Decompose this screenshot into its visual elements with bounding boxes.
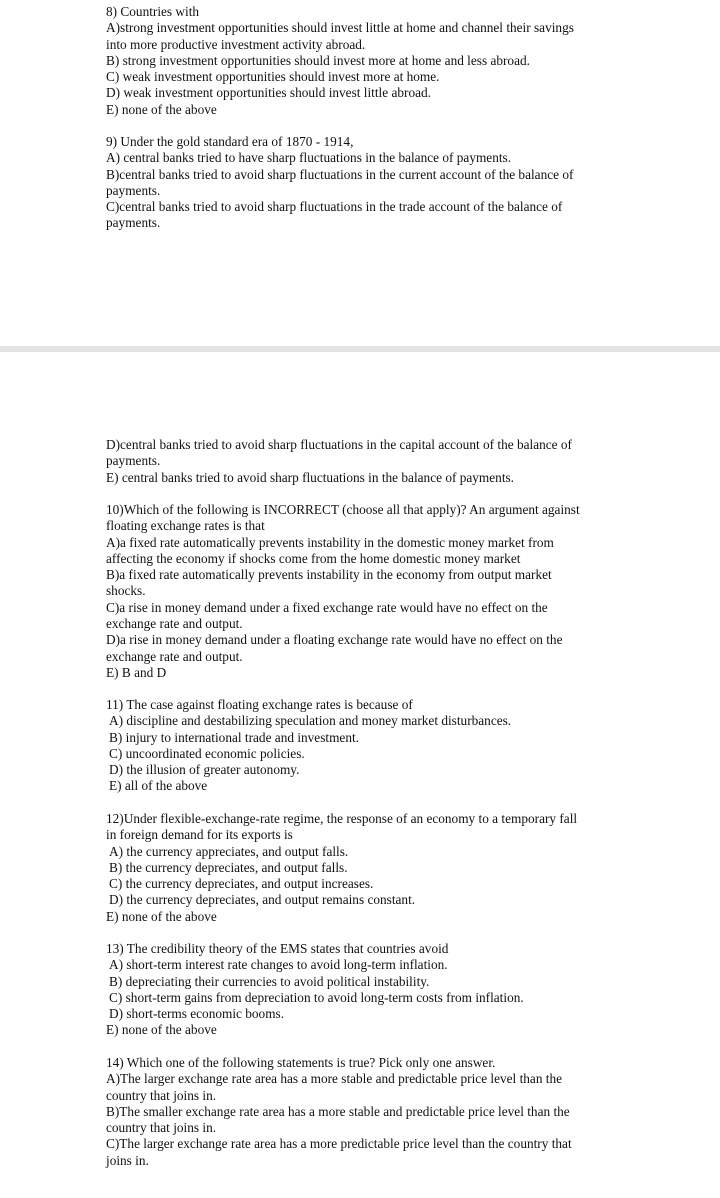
answer-option: E) none of the above <box>106 1022 217 1038</box>
question-stem: 9) Under the gold standard era of 1870 - 1914, <box>106 134 354 149</box>
answer-option: C)The larger exchange rate area has a more predictable price level than the country that <box>106 1136 572 1152</box>
question-stem: 10)Which of the following is INCORRECT (choose all that apply)? An argument against <box>106 502 580 517</box>
question-10 <box>106 502 616 681</box>
answer-option: D) short-terms economic booms. <box>109 1006 285 1022</box>
answer-option: A)a fixed rate automatically prevents instability in the domestic money market from <box>106 534 554 550</box>
answer-option-cont: payments. <box>106 215 161 231</box>
question-stem-cont: in foreign demand for its exports is <box>106 827 293 843</box>
answer-option: E) none of the above <box>106 101 217 117</box>
question-stem-cont: floating exchange rates is that <box>106 518 265 534</box>
answer-option-cont: country that joins in. <box>106 1087 217 1103</box>
answer-option-cont: payments. <box>106 453 161 469</box>
answer-option: B)The smaller exchange rate area has a more stable and predictable price level than the <box>106 1103 570 1119</box>
answer-option: C) weak investment opportunities should invest more at home. <box>106 69 440 85</box>
document-page-1 <box>0 0 720 346</box>
answer-option: C) the currency depreciates, and output increases. <box>109 876 374 892</box>
question-8 <box>106 4 616 118</box>
answer-option: C)central banks tried to avoid sharp fluctuations in the trade account of the balance of <box>106 199 563 215</box>
question-stem: 12)Under flexible-exchange-rate regime, the response of an economy to a temporary fall <box>106 811 578 826</box>
answer-option: B) strong investment opportunities should invest more at home and less abroad. <box>106 52 530 68</box>
answer-option: E) all of the above <box>109 778 208 794</box>
answer-option: C) uncoordinated economic policies. <box>109 745 305 761</box>
answer-option: D)central banks tried to avoid sharp fluctuations in the capital account of the balance of <box>106 437 572 452</box>
answer-option: D) weak investment opportunities should invest little abroad. <box>106 85 431 101</box>
answer-option: A) the currency appreciates, and output falls. <box>109 843 349 859</box>
answer-option: B) the currency depreciates, and output falls. <box>109 859 348 875</box>
answer-option-cont: into more productive investment activity abroad. <box>106 36 366 52</box>
question-stem: 8) Countries with <box>106 4 200 19</box>
question-13 <box>106 941 616 1039</box>
answer-option: C) short-term gains from depreciation to avoid long-term costs from inflation. <box>109 989 524 1005</box>
question-9-continued <box>106 437 616 486</box>
question-11 <box>106 697 616 795</box>
answer-option-cont: joins in. <box>106 1152 149 1168</box>
answer-option: D)a rise in money demand under a floating exchange rate would have no effect on the <box>106 632 563 648</box>
document-page-2 <box>0 352 720 1198</box>
answer-option-cont: country that joins in. <box>106 1120 217 1136</box>
answer-option: B)a fixed rate automatically prevents instability in the economy from output market <box>106 567 552 583</box>
answer-option: A)The larger exchange rate area has a more stable and predictable price level than the <box>106 1071 563 1087</box>
question-stem: 14) Which one of the following statements is true? Pick only one answer. <box>106 1055 496 1070</box>
question-stem: 13) The credibility theory of the EMS states that countries avoid <box>106 941 449 956</box>
answer-option: D) the currency depreciates, and output remains constant. <box>109 892 416 908</box>
answer-option: C)a rise in money demand under a fixed exchange rate would have no effect on the <box>106 599 548 615</box>
question-9 <box>106 134 616 232</box>
answer-option: E) none of the above <box>106 908 217 924</box>
answer-option: A) short-term interest rate changes to avoid long-term inflation. <box>109 957 448 973</box>
answer-option-cont: shocks. <box>106 583 146 599</box>
answer-option: A)strong investment opportunities should invest little at home and channel their savings <box>106 20 574 36</box>
question-stem: 11) The case against floating exchange rates is because of <box>106 697 413 712</box>
answer-option: B)central banks tried to avoid sharp fluctuations in the current account of the balance of <box>106 166 574 182</box>
answer-option-cont: exchange rate and output. <box>106 648 243 664</box>
question-12 <box>106 811 616 925</box>
answer-option: E) central banks tried to avoid sharp fluctuations in the balance of payments. <box>106 469 515 485</box>
answer-option: B) depreciating their currencies to avoid political instability. <box>109 973 430 989</box>
question-14 <box>106 1055 616 1169</box>
answer-option-cont: exchange rate and output. <box>106 616 243 632</box>
answer-option: D) the illusion of greater autonomy. <box>109 762 300 778</box>
answer-option: E) B and D <box>106 664 167 680</box>
answer-option: B) injury to international trade and investment. <box>109 729 359 745</box>
answer-option-cont: affecting the economy if shocks come from the home domestic money market <box>106 550 521 566</box>
answer-option-cont: payments. <box>106 182 161 198</box>
answer-option: A) central banks tried to have sharp fluctuations in the balance of payments. <box>106 150 512 166</box>
answer-option: A) discipline and destabilizing speculation and money market disturbances. <box>109 713 512 729</box>
